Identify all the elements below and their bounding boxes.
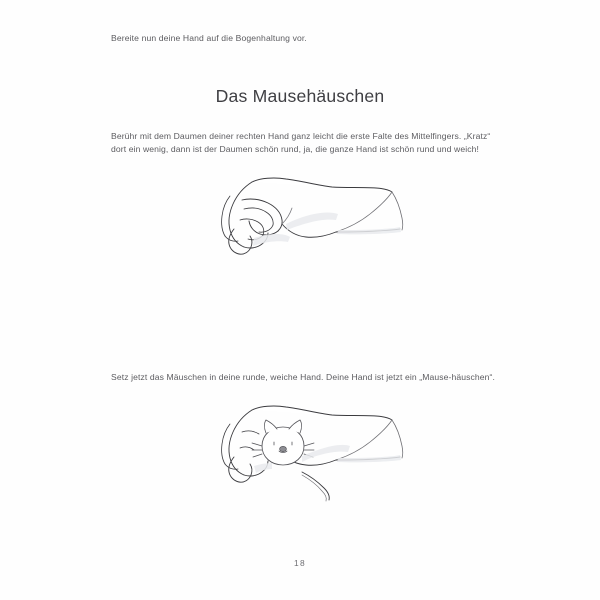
hand-rounded-icon: [190, 176, 410, 286]
illustration-hand-with-mouse: [0, 402, 600, 512]
paragraph-first: Berühr mit dem Daumen deiner rechten Hand ganz leicht die erste Falte des Mittelfingers. „Kratz“ dort ein wenig, dann ist der Daumen schön rund, ja, die ganze Hand ist schön rund und weich!: [111, 131, 491, 155]
mouse-tail: [302, 472, 329, 500]
page-number: 18: [293, 558, 307, 568]
intro-line: Bereite nun deine Hand auf die Bogenhaltung vor.: [111, 33, 307, 43]
illustration-hand-rounded: [0, 176, 600, 286]
page-title: Das Mausehäuschen: [215, 86, 385, 106]
paragraph-second: Setz jetzt das Mäuschen in deine runde, weiche Hand. Deine Hand ist jetzt ein „Mause-häuschen“.: [111, 372, 496, 382]
hand-holding-mouse-icon: [190, 402, 410, 512]
mouse-nose: [280, 446, 287, 451]
